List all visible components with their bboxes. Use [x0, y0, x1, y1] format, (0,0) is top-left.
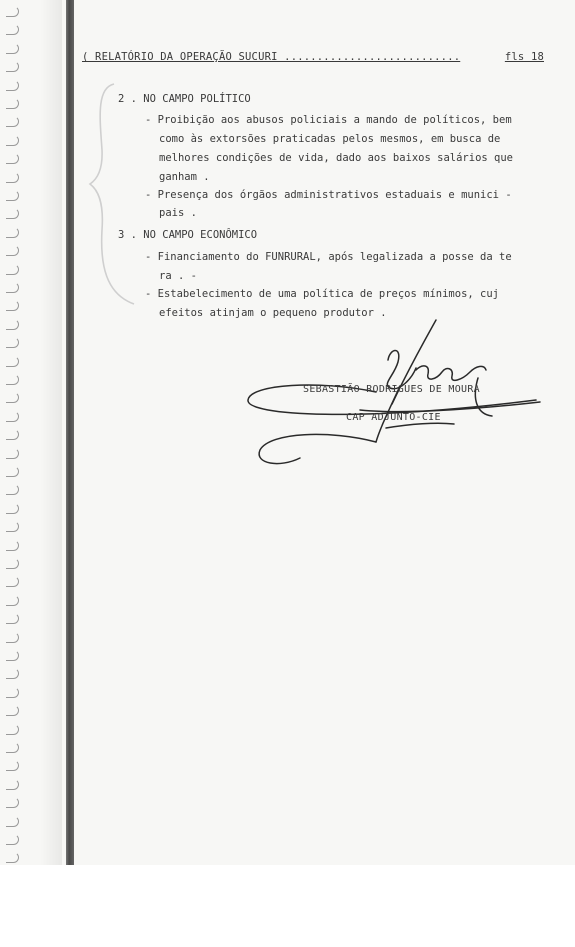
binder-ring	[6, 245, 19, 256]
section-2-line-6: pais .	[159, 207, 197, 219]
binder-ring	[6, 576, 19, 587]
handwritten-signature	[240, 318, 550, 478]
binder-ring	[6, 852, 19, 863]
section-2-line-2: como às extorsões praticadas pelos mesmos, em busca de	[159, 133, 501, 145]
binder-ring	[6, 190, 19, 201]
binder-ring	[6, 6, 19, 17]
binder-ring	[6, 760, 19, 771]
binder-ring	[6, 448, 19, 459]
binder-ring	[6, 98, 19, 109]
binder-ring	[6, 742, 19, 753]
curly-brace-mark	[86, 80, 146, 310]
binder-ring	[6, 834, 19, 845]
binder-ring	[6, 595, 19, 606]
binder-ring	[6, 61, 19, 72]
binder-ring	[6, 540, 19, 551]
binder-ring	[6, 466, 19, 477]
binder-ring	[6, 300, 19, 311]
binding-shadow	[40, 0, 62, 865]
binder-ring	[6, 687, 19, 698]
report-title: ( RELATÓRIO DA OPERAÇÃO SUCURI ...........................	[82, 51, 461, 63]
binder-ring	[6, 429, 19, 440]
binder-ring	[6, 558, 19, 569]
binder-ring	[6, 80, 19, 91]
binder-ring	[6, 797, 19, 808]
section-3-heading: 3 . NO CAMPO ECONÔMICO	[118, 229, 258, 241]
page-header	[82, 51, 544, 63]
section-2-line-1: - Proibição aos abusos policiais a mando de políticos, bem	[145, 114, 512, 126]
binder-ring	[6, 632, 19, 643]
binder-ring	[6, 816, 19, 827]
section-2-line-5: - Presença dos órgãos administrativos estaduais e munici -	[145, 189, 512, 201]
binder-ring	[6, 521, 19, 532]
section-2-heading: 2 . NO CAMPO POLÍTICO	[118, 93, 251, 105]
section-3-line-1: - Financiamento do FUNRURAL, após legalizada a posse da te	[145, 251, 512, 263]
binder-ring	[6, 668, 19, 679]
binder-ring	[6, 172, 19, 183]
section-3-line-4: efeitos atinjam o pequeno produtor .	[159, 307, 387, 319]
signatory-rank: CAP ADJUNTO-CIE	[346, 412, 441, 423]
binder-ring	[6, 705, 19, 716]
binder-ring	[6, 392, 19, 403]
binding-bar	[66, 0, 74, 865]
binder-ring	[6, 613, 19, 624]
binder-ring	[6, 24, 19, 35]
binder-ring	[6, 503, 19, 514]
binder-rings	[0, 0, 26, 865]
page-number: fls 18	[504, 51, 544, 63]
binder-ring	[6, 724, 19, 735]
binder-ring	[6, 116, 19, 127]
binder-ring	[6, 227, 19, 238]
binder-ring	[6, 650, 19, 661]
signatory-name: SEBASTIÃO RODRIGUES DE MOURA	[303, 384, 480, 395]
binder-ring	[6, 43, 19, 54]
section-2-line-3: melhores condições de vida, dado aos baixos salários que	[159, 152, 514, 164]
section-3-line-3: - Estabelecimento de uma política de preços mínimos, cuj	[145, 288, 500, 300]
binder-ring	[6, 374, 19, 385]
binder-ring	[6, 411, 19, 422]
binder-ring	[6, 779, 19, 790]
section-2-line-4: ganham .	[159, 171, 210, 183]
binder-ring	[6, 356, 19, 367]
binder-ring	[6, 484, 19, 495]
binder-ring	[6, 337, 19, 348]
binder-ring	[6, 282, 19, 293]
binder-ring	[6, 319, 19, 330]
binder-ring	[6, 135, 19, 146]
section-3-line-2: ra . -	[159, 270, 197, 282]
binder-ring	[6, 153, 19, 164]
binder-ring	[6, 264, 19, 275]
binder-ring	[6, 208, 19, 219]
